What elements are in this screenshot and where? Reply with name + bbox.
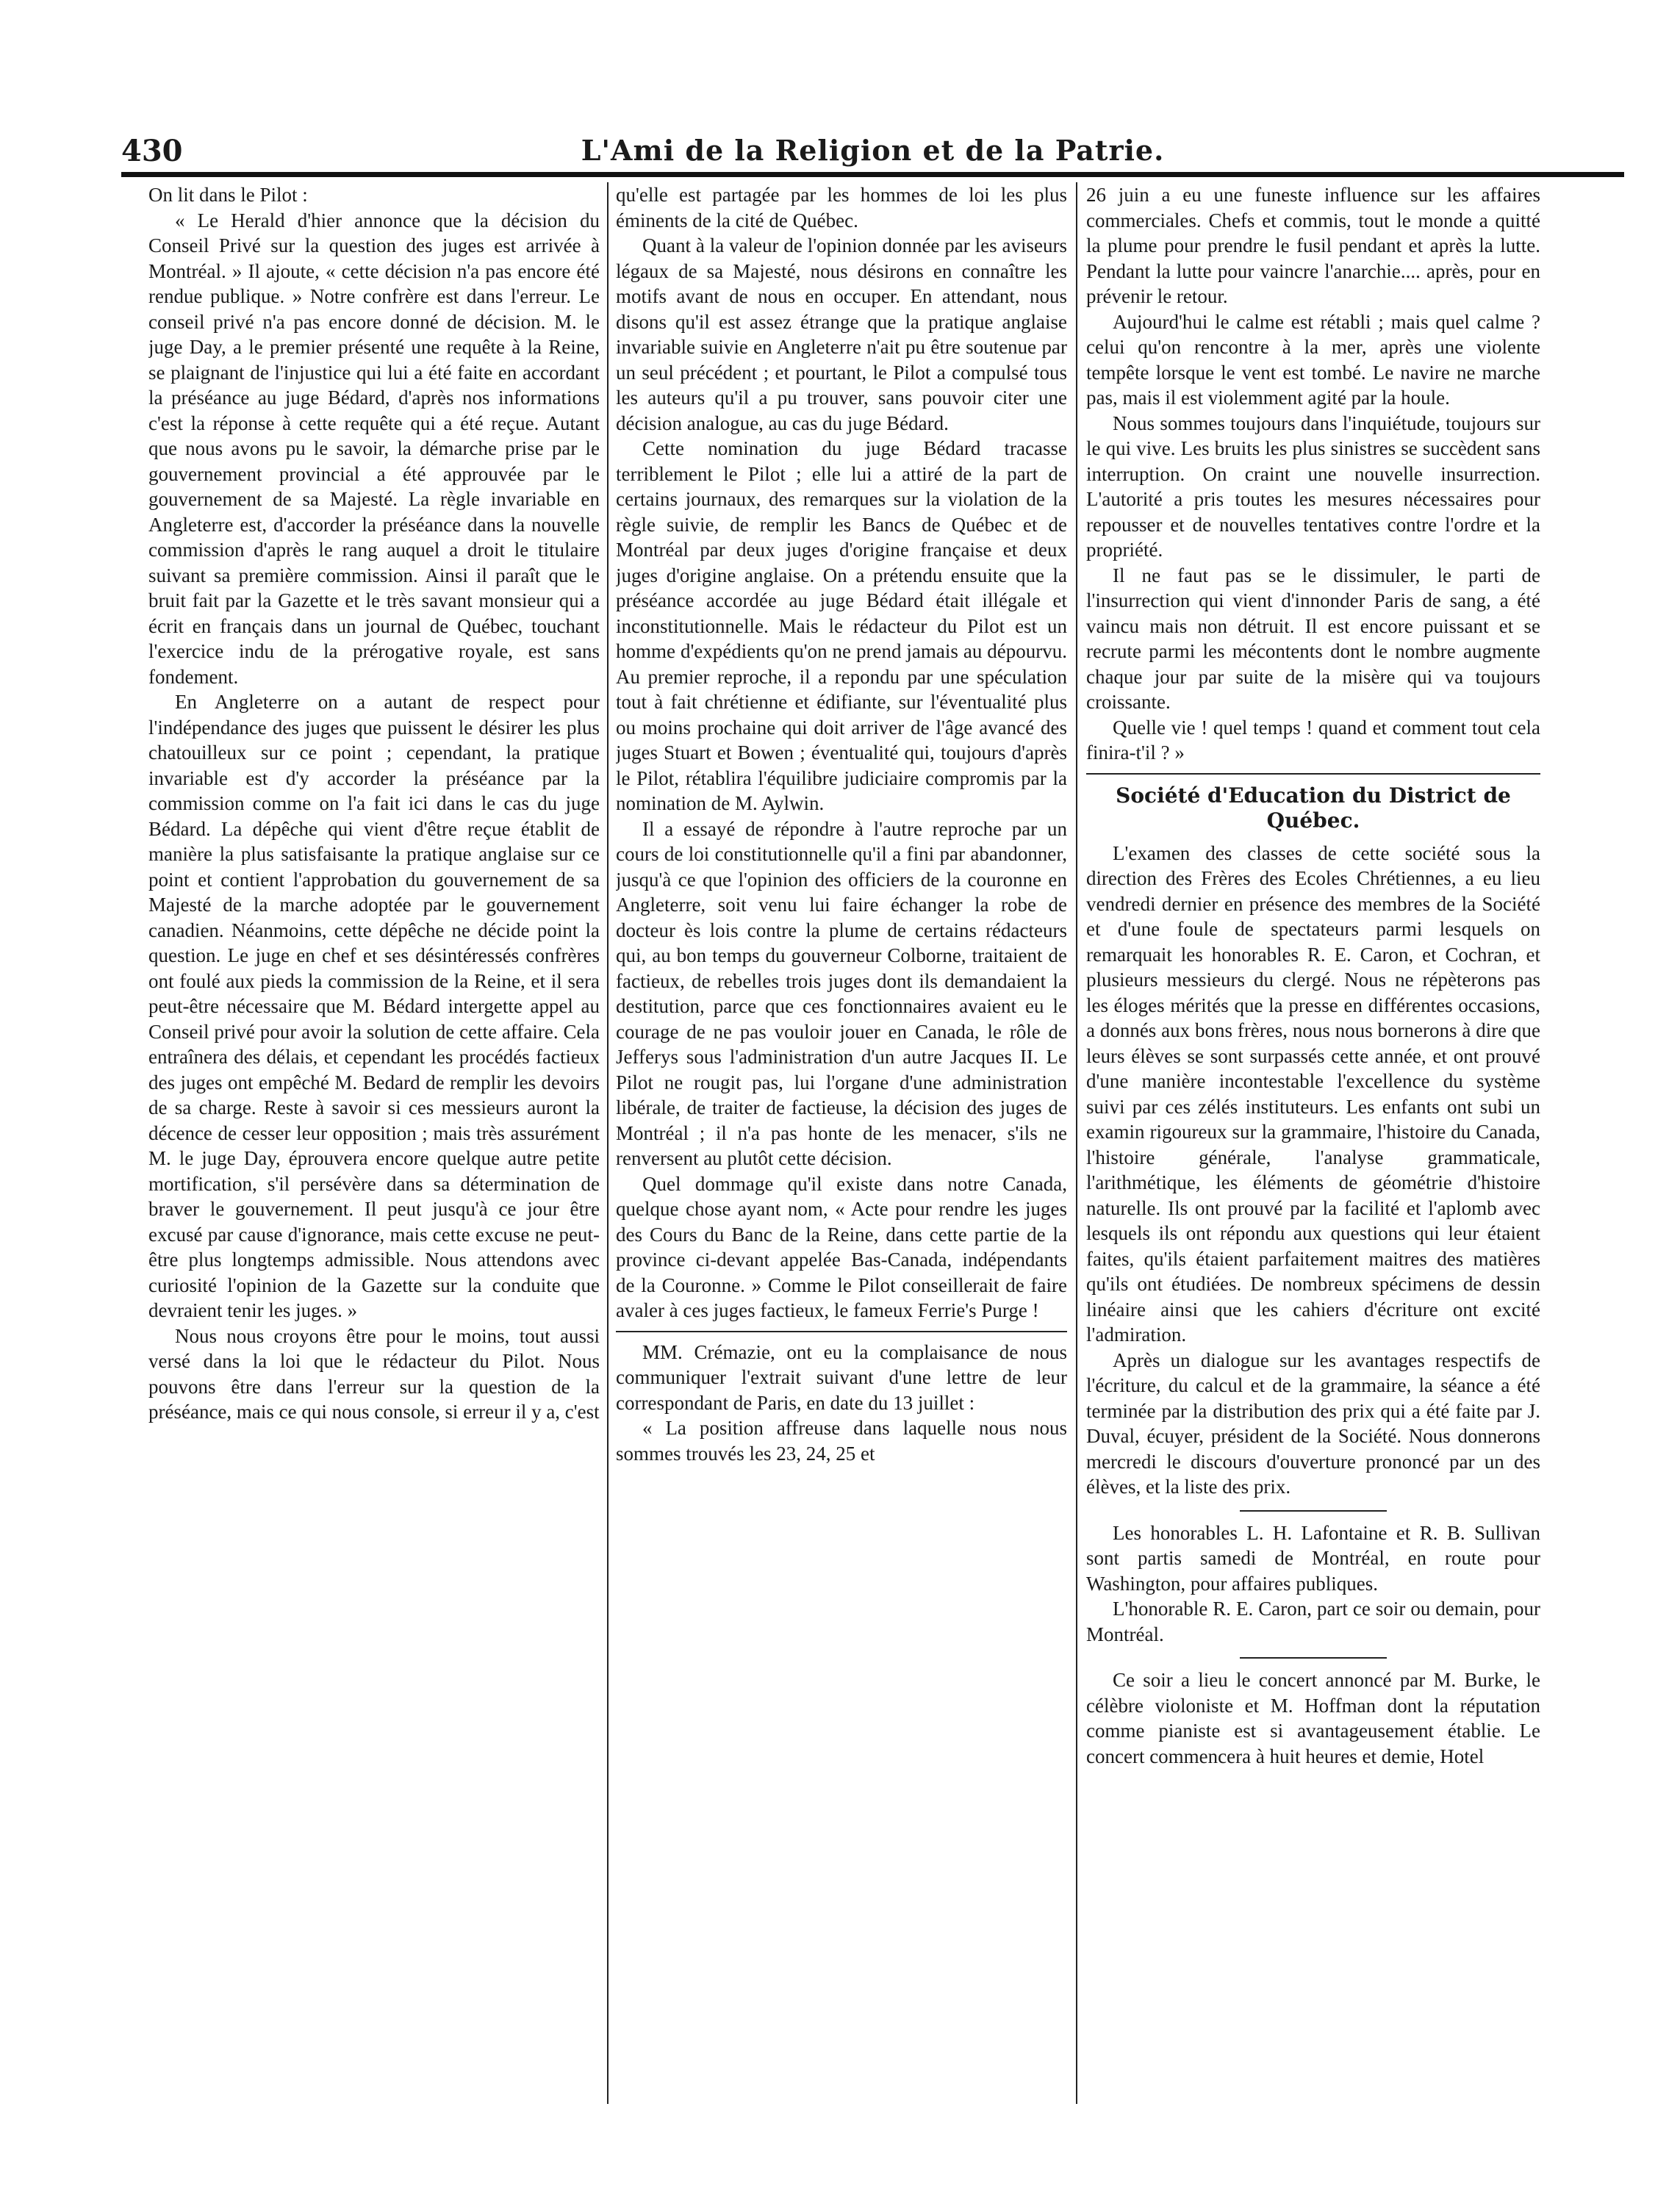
paragraph: Nous nous croyons être pour le moins, tout aussi versé dans la loi que le rédacteur du Pilot. Nous pouvons être dans l'erreur sur la question de la préséance, mais ce qui nous console, si erreur il y a, c'est — [148, 1324, 600, 1423]
paragraph: L'examen des classes de cette société sous la direction des Frères des Ecoles Chrétiennes, a eu lieu vendredi dernier en présence des membres de la Société et d'une foule de spectateurs parmi lesquels on remarquait les honorables R. E. Caron, et Cochran, et plusieurs messieurs du clergé. Nous ne répèterons pas les éloges mérités que la presse en différentes occasions, a donnés aux bons frères, nous nous bornerons à dire que leurs élèves se sont surpassés cette année, et ont prouvé d'une manière incontestable l'excellence du système suivi par ces zélés instituteurs. Les enfants ont subi un examin rigoureux sur la grammaire, l'histoire du Canada, l'histoire générale, l'analyse grammaticale, l'arithmétique, les éléments de géométrie d'histoire naturelle. Ils ont prouvé par la facilité et l'aplomb avec lesquels ils ont répondu aux questions qui leur étaient faites, qu'ils étaient parfaitement maitres des matières qu'ils ont étudiées. De nombreux spécimens de dessin linéaire ainsi que les cahiers d'écriture ont excité l'admiration. — [1086, 841, 1540, 1346]
separator-rule — [1240, 1510, 1387, 1512]
column-3 — [1086, 182, 1540, 2104]
paragraph: Quelle vie ! quel temps ! quand et comment tout cela finira-t'il ? » — [1086, 716, 1540, 764]
paragraph: « La position affreuse dans laquelle nous nous sommes trouvés les 23, 24, 25 et — [616, 1417, 1067, 1465]
paragraph: Après un dialogue sur les avantages respectifs de l'écriture, du calcul et de la grammaire, la séance a été terminée par la distribution des prix qui a été faite par J. Duval, écuyer, président de la Société. Nous donnerons mercredi le discours d'ouverture prononcé par un des élèves, et la liste des prix. — [1086, 1348, 1540, 1498]
page-header — [121, 134, 1624, 170]
header-rule — [121, 172, 1624, 177]
paragraph: Nous sommes toujours dans l'inquiétude, toujours sur le qui vive. Les bruits les plus sinistres se succèdent sans interruption. On craint une nouvelle insurrection. L'autorité a pris toutes les mesures nécessaires pour repousser et de nouvelles tentatives contre l'ordre et la propriété. — [1086, 412, 1540, 561]
paragraph: Quant à la valeur de l'opinion donnée par les aviseurs légaux de sa Majesté, nous désirons en connaître les motifs avant de nous en occuper. En attendant, nous disons qu'il est assez étrange que la pratique anglaise invariable suivie en Angleterre n'ait pu être soutenue par un seul précédent ; et pourtant, le Pilot a compulsé tous les auteurs qu'il a pu trouver, sans pouvoir citer une décision analogue, au cas du juge Bédard. — [616, 234, 1067, 434]
paragraph: Cette nomination du juge Bédard tracasse terriblement le Pilot ; elle lui a attiré de la part de certains journaux, des remarques sur la violation de la règle suivie, de remplir les Bancs de Québec et de Montréal par deux juges d'origine française et deux juges d'origine anglaise. On a prétendu ensuite que la préséance accordée au juge Bédard était illégale et inconstitutionnelle. Mais le rédacteur du Pilot est un homme d'expédients qu'on ne prend jamais au dépourvu. Au premier reproche, il a repondu par une spéculation tout à fait chrétienne et édifiante, sur l'éventualité plus ou moins prochaine qui doit arriver de l'âge avancé des juges Stuart et Bowen ; éventualité qui, toujours d'après le Pilot, rétablira l'équilibre judiciaire compromis par la nomination de M. Aylwin. — [616, 437, 1067, 814]
column-divider — [1076, 182, 1077, 2104]
paragraph: Il ne faut pas se le dissimuler, le parti de l'insurrection qui vient d'innonder Paris de sang, a été vaincu mais non détruit. Il est encore puissant et se recrute parmi les mécontents dont le nombre augmente chaque jour par suite de la misère qui va toujours croissante. — [1086, 564, 1540, 713]
column-1 — [148, 182, 600, 2104]
section-heading: Société d'Education du District de Québec. — [1116, 783, 1511, 833]
paragraph: MM. Crémazie, ont eu la complaisance de nous communiquer l'extrait suivant d'une lettre de leur correspondant de Paris, en date du 13 juillet : — [616, 1340, 1067, 1414]
paragraph: Il a essayé de répondre à l'autre reproche par un cours de loi constitutionnelle qu'il a fini par abandonner, jusqu'à ce que l'opinion des officiers de la couronne en Angleterre, soit venu lui faire échanger la robe de docteur ès lois contre la plume de certains rédacteurs qui, au bon temps du gouverneur Colborne, traitaient de factieux, de rebelles trois juges dont ils demandaient la destitution, parce que ces fonctionnaires avaient eu le courage de ne pas vouloir jouer en Canada, le rôle de Jefferys sous l'administration d'un autre Jacques II. Le Pilot ne rougit pas, lui l'organe d'une administration libérale, de traiter de factieuse, la décision des juges de Montréal ; il n'a pas honte de les menacer, s'ils ne renversent au plutôt cette décision. — [616, 817, 1067, 1169]
paragraph: Aujourd'hui le calme est rétabli ; mais quel calme ? celui qu'on rencontre à la mer, après une violente tempête lorsque le vent est tombé. Le navire ne marche pas, mais il est violemment agité par la houle. — [1086, 310, 1540, 409]
news-item: L'honorable R. E. Caron, part ce soir ou demain, pour Montréal. — [1086, 1598, 1540, 1645]
paragraph: « Le Herald d'hier annonce que la décision du Conseil Privé sur la question des juges est arrivée à Montréal. » Il ajoute, « cette décision n'a pas encore été rendue publique. » Notre confrère est dans l'erreur. Le conseil privé n'a pas encore donné de décision. M. le juge Day, a le premier présenté une requête à la Reine, se plaignant de l'injustice qui lui a été faite en accordant la préséance au juge Bédard, d'après nos informations c'est la réponse à cette requête qui a été reçue. Autant que nous avons pu le savoir, la démarche prise par le gouvernement provincial a été approuvée par le gouvernement de sa Majesté. La règle invariable en Angleterre est, d'accorder la préséance dans la nouvelle commission d'après le rang auquel a droit le titulaire suivant sa première commission. Ainsi il paraît que le bruit fait par la Gazette et le très savant monsieur qui a écrit en français dans un journal de Québec, touchant l'exercice indu de la prérogative royale, est sans fondement. — [148, 209, 600, 688]
news-item: Ce soir a lieu le concert annoncé par M. Burke, le célèbre violoniste et M. Hoffman dont la réputation comme pianiste est si avantageusement établie. Le concert commencera à huit heures et demie, Hotel — [1086, 1669, 1540, 1767]
paragraph: Quel dommage qu'il existe dans notre Canada, quelque chose ayant nom, « Acte pour rendre les juges des Cours du Banc de la Reine, dans cette partie de la province ci-devant appelée Bas-Canada, indépendants de la Couronne. » Comme le Pilot conseillerait de faire avaler à ces juges factieux, le fameux Ferrie's Purge ! — [616, 1172, 1067, 1321]
separator-rule — [1086, 773, 1540, 775]
column-divider — [607, 182, 609, 2104]
separator-rule — [616, 1331, 1067, 1332]
paragraph: 26 juin a eu une funeste influence sur les affaires commerciales. Chefs et commis, tout le monde a quitté la plume pour prendre le fusil pendant et après la lutte. Pendant la lutte pour vaincre l'anarchie.... après, pour en prévenir le retour. — [1086, 184, 1540, 307]
news-item: Les honorables L. H. Lafontaine et R. B. Sullivan sont partis samedi de Montréal, en route pour Washington, pour affaires publiques. — [1086, 1521, 1540, 1595]
paragraph: En Angleterre on a autant de respect pour l'indépendance des juges que puissent le désirer les plus chatouilleux sur ce point ; cependant, la pratique invariable est d'y accorder la préséance par la commission comme on l'a fait ici dans le cas du juge Bédard. La dépêche qui vient d'être reçue établit de manière la plus satisfaisante la pratique anglaise sur ce point et contient l'approbation du gouvernement de sa Majesté de la marche adoptée par le gouvernement canadien. Néanmoins, cette dépêche ne décide point la question. Le juge en chef et ses désintéressés confrères ont foulé aux pieds la commission de la Reine, et il sera peut-être nécessaire que M. Bédard intergette appel au Conseil privé pour avoir la solution de cette affaire. Cela entraînera des délais, et cependant les procédés factieux des juges ont empêché M. Bedard de remplir les devoirs de sa charge. Reste à savoir si ces messieurs auront la décence de cesser leur opposition ; mais très assurément M. le juge Day, éprouvera encore quelque autre petite mortification, s'il persévère dans sa détermination de braver le gouvernement. Il peut jusqu'à ce jour être excusé par cause d'ignorance, mais cette excuse ne peut-être plus longtemps admissible. Nous attendons avec curiosité l'opinion de la Gazette sur la conduite que devraient tenir les juges. » — [148, 691, 600, 1321]
paragraph: qu'elle est partagée par les hommes de loi les plus éminents de la cité de Québec. — [616, 184, 1067, 231]
running-title: L'Ami de la Religion et de la Patrie. — [581, 134, 1165, 167]
page-number: 430 — [121, 134, 183, 168]
column-2 — [616, 182, 1067, 2104]
paragraph: On lit dans le Pilot : — [148, 184, 308, 206]
separator-rule — [1240, 1657, 1387, 1659]
